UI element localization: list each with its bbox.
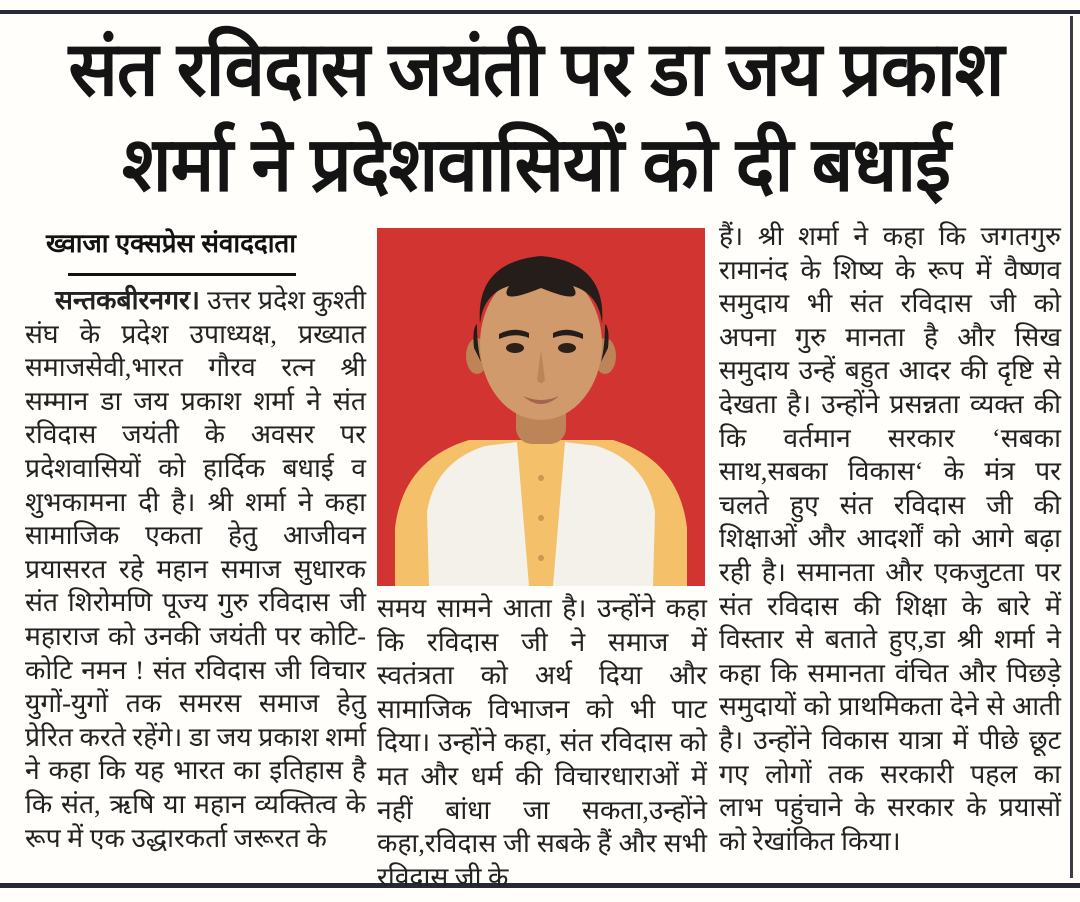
right-eye bbox=[558, 343, 576, 353]
left-column-paragraph bbox=[25, 284, 366, 855]
left-column-text: उत्तर प्रदेश कुश्ती संघ के प्रदेश उपाध्यक्ष, प्रख्यात समाजसेवी,भारत गौरव रत्न श्री सम्मान डा जय प्रकाश शर्मा ने संत रविदास जयंती के अवसर पर प्रदेशवासियों को हार्दिक बधाई व शुभकामना दी है। श्री शर्मा ने कहा सामाजिक एकता हेतु आजीवन प्रयासरत रहे महान समाज सुधारक संत शिरोमणि पूज्य गुरु रविदास जी महाराज को उनकी जयंती पर कोटि-कोटि नमन ! संत रविदास जी विचार युगों-युगों तक समरस समाज हेतु प्रेरित करते रहेंगे। डा जय प्रकाश शर्मा ने कहा कि यह भारत का इतिहास है कि संत, ऋषि या महान व्यक्तित्व के रूप में एक उद्धारकर्ता जरूरत के bbox=[25, 285, 366, 853]
right-border-rule bbox=[1070, 16, 1073, 878]
portrait-photo bbox=[377, 228, 705, 586]
byline: ख्वाजा एक्सप्रेस संवाददाता bbox=[46, 228, 296, 258]
column-middle bbox=[377, 592, 707, 892]
byline-divider bbox=[68, 273, 296, 276]
left-eye bbox=[506, 343, 524, 353]
portrait-illustration bbox=[377, 228, 705, 586]
kurta-button bbox=[538, 555, 544, 561]
dateline: सन्तकबीरनगर। bbox=[55, 285, 200, 315]
middle-column-text: समय सामने आता है। उन्होंने कहा कि रविदास जी ने समाज में स्वतंत्रता को अर्थ दिया और सामाजिक विभाजन को भी पाट दिया। उन्होंने कहा, संत रविदास को मत और धर्म की विचारधाराओं में नहीं बांधा जा सकता,उन्होंने कहा,रविदास जी सबके हैं और सभी रविदास जी के bbox=[377, 593, 707, 892]
kurta-button bbox=[538, 515, 544, 521]
column-right bbox=[719, 220, 1061, 868]
kurta-button bbox=[538, 475, 544, 481]
right-column-text: हैं। श्री शर्मा ने कहा कि जगतगुरु रामानंद के शिष्य के रूप में वैष्णव समुदाय भी संत रविदास जी को अपना गुरु मानता है और सिख समुदाय उन्हें बहुत आदर की दृष्टि से देखता है। उन्होंने प्रसन्नता व्यक्त की कि वर्तमान सरकार ‘सबका साथ,सबका विकास‘ के मंत्र पर चलते हुए संत रविदास जी की शिक्षाओं और आदर्शों को आगे बढ़ा रही है। समानता और एकजुटता पर संत रविदास की शिक्षा के बारे में विस्तार से बताते हुए,डा श्री शर्मा ने कहा कि समानता वंचित और पिछड़े समुदायों को प्राथमिकता देने से आती है। उन्होंने विकास यात्रा में पीछे छूट गए लोगों तक सरकारी पहल का लाभ पहुंचाने के सरकार के प्रयासों को रेखांकित किया। bbox=[719, 221, 1061, 856]
article-headline bbox=[20, 22, 1052, 213]
top-border-rule bbox=[0, 10, 1080, 14]
headline-line-1: संत रविदास जयंती पर डा जय प्रकाश bbox=[68, 27, 1004, 112]
column-left bbox=[25, 284, 366, 862]
headline-line-2: शर्मा ने प्रदेशवासियों को दी बधाई bbox=[121, 122, 951, 208]
